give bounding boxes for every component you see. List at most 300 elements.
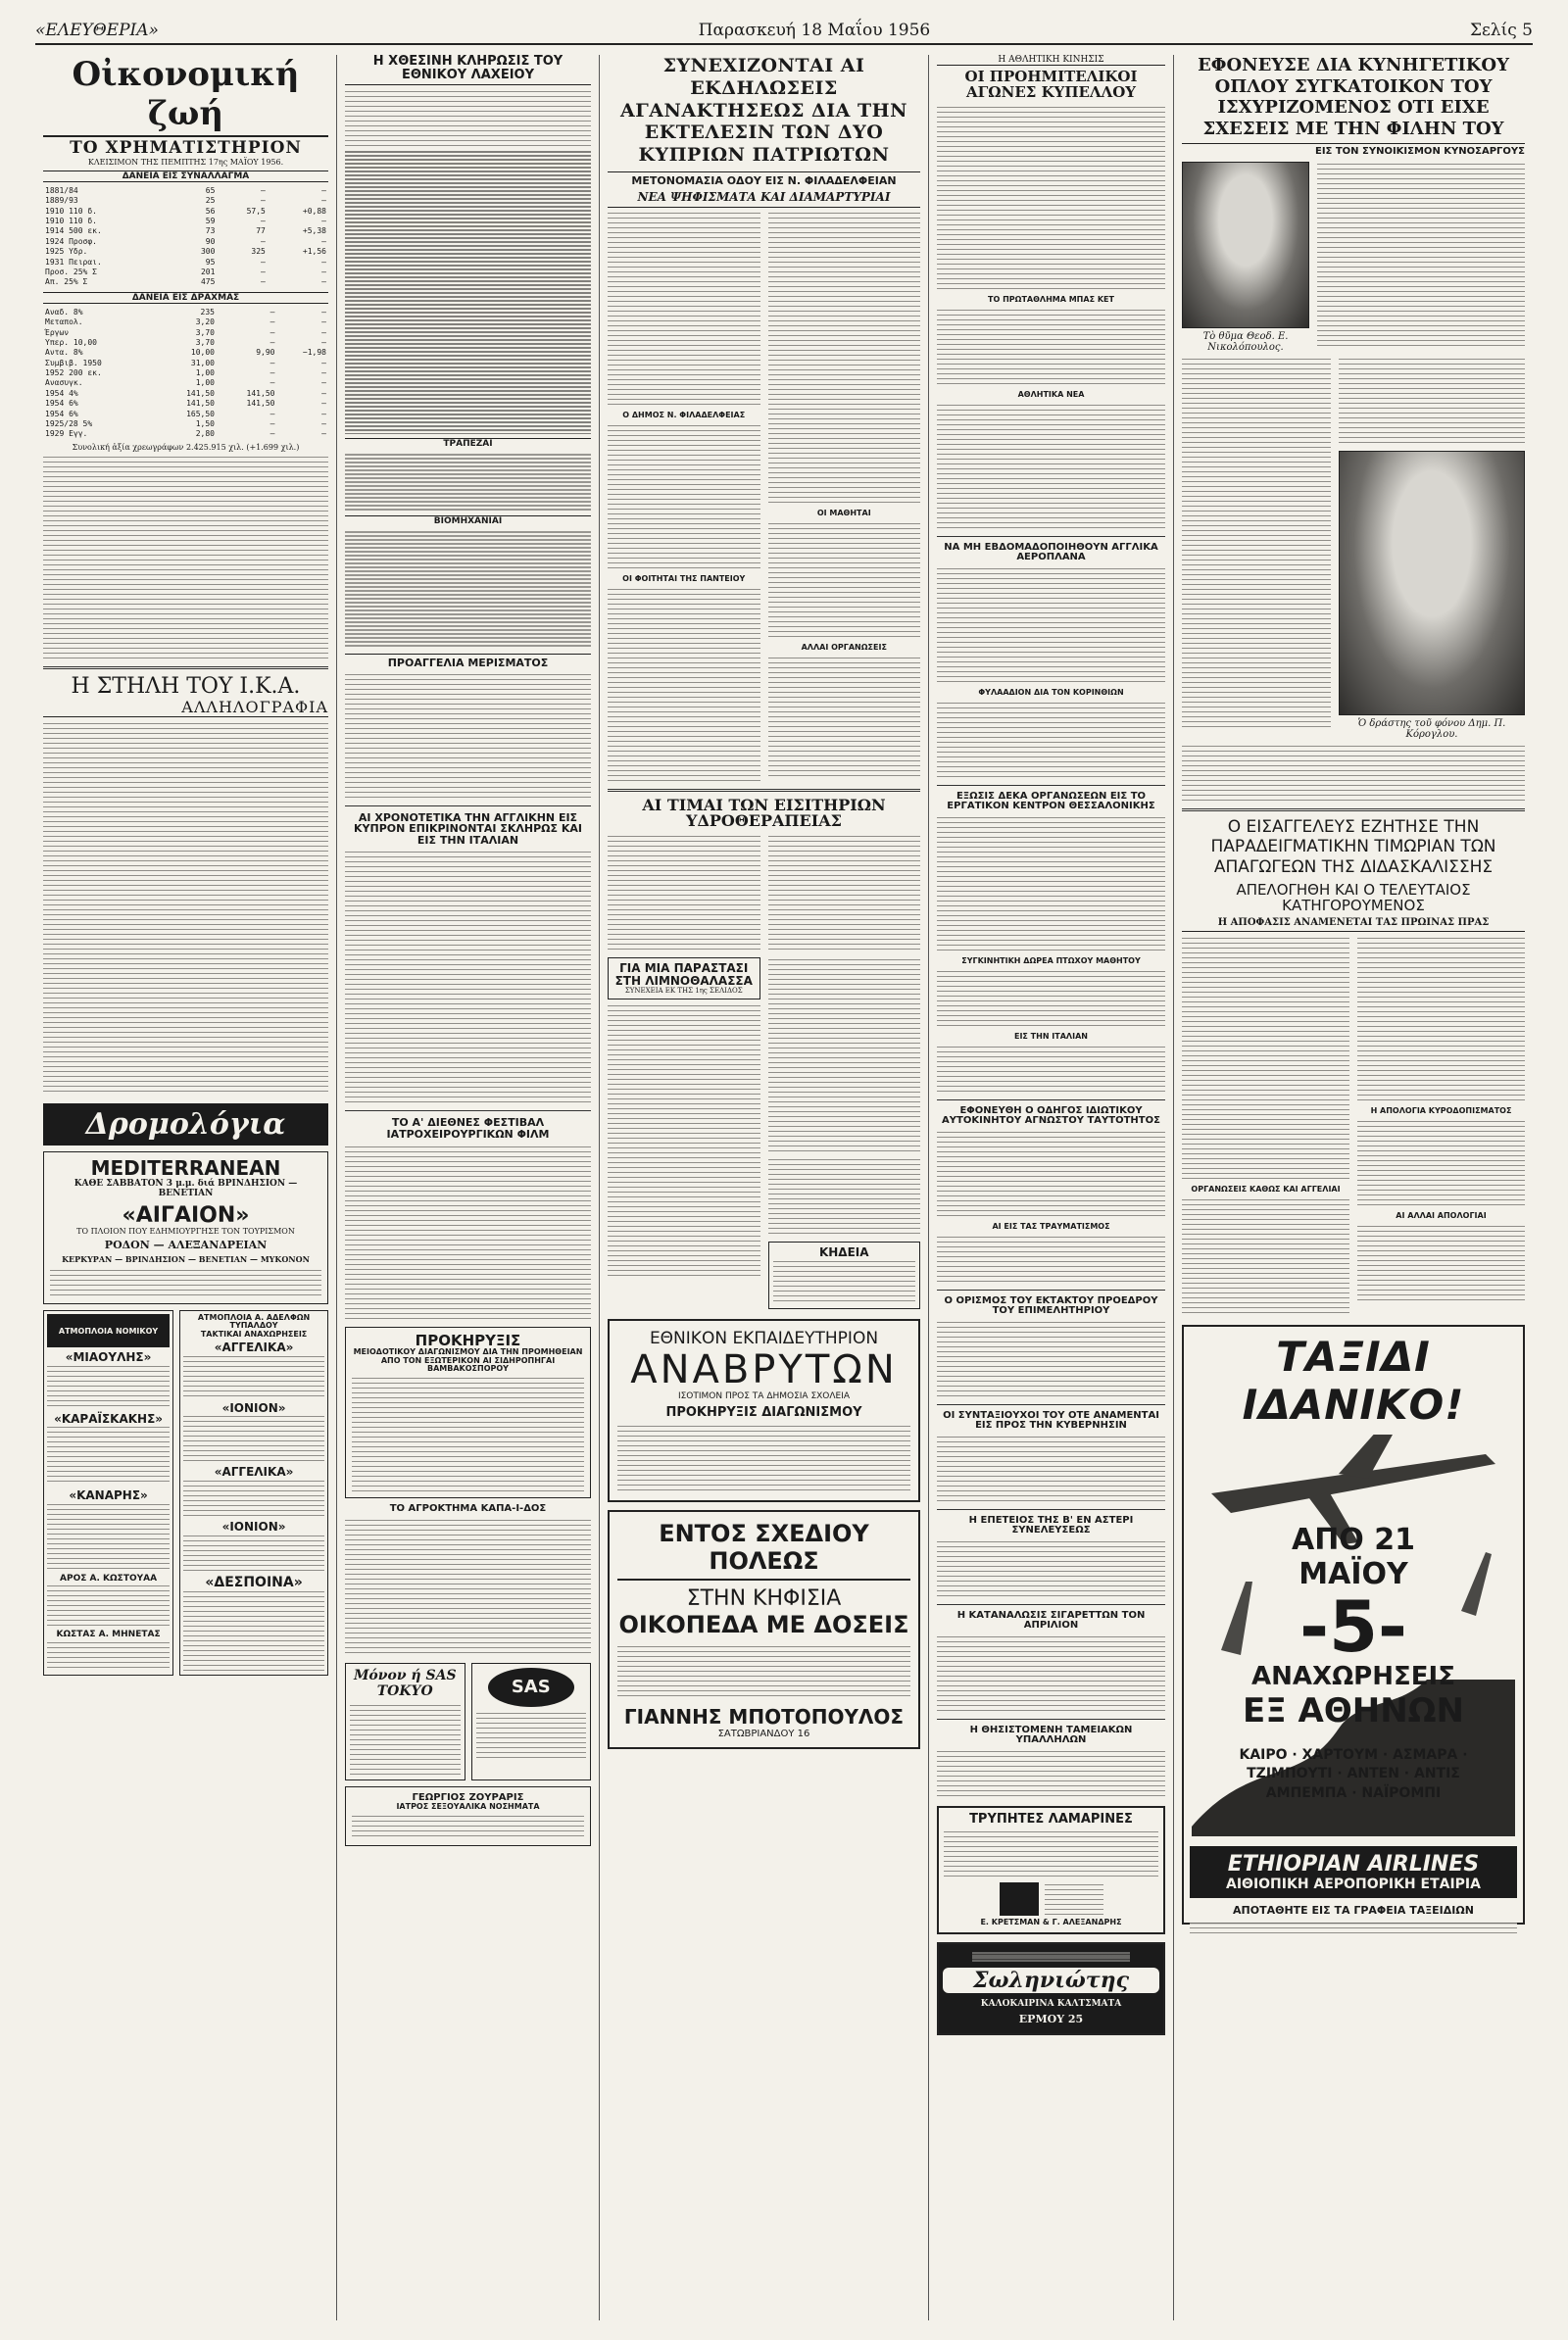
loans-foreign-cell: 73	[205, 226, 216, 236]
loans-drachma-cell: 141,50	[186, 388, 215, 398]
loans-drachma-cell: —	[270, 317, 275, 327]
italy-body	[937, 1045, 1165, 1094]
loans-foreign-row	[43, 277, 328, 287]
loans-foreign-cell: —	[261, 277, 266, 287]
kidnapping-right-1	[1357, 936, 1525, 1102]
driver-killed-headline: ΕΦΟΝΕΥΘΗ Ο ΟΔΗΓΟΣ ΙΔΙΩΤΙΚΟΥ ΑΥΤΟΚΙΝΗΤΟΥ ΑΓΝΩΣΤΟΥ ΤΑΥΤΟΤΗΤΟΣ	[942, 1104, 1160, 1126]
loans-foreign-cell: 90	[205, 236, 216, 246]
anniversary-headline: Η ΕΠΕΤΕΙΟΣ ΤΗΣ Β' ΕΝ ΑΣΤΕΡΙ ΣΥΝΕΛΕΥΣΕΩΣ	[968, 1514, 1134, 1536]
ad-from-date: ΑΠΟ 21 ΜΑΪΟΥ	[1291, 1522, 1416, 1591]
miaoulis-details	[47, 1364, 170, 1409]
sas-details	[476, 1711, 587, 1760]
economy-body-text	[43, 455, 328, 660]
loans-foreign-cell: —	[321, 257, 326, 267]
sas-logo	[488, 1668, 575, 1707]
leaflet-subhead: ΦΥΛΑΑΔΙΟΝ ΔΙΑ ΤΟΝ ΚΟΡΙΝΘΙΩΝ	[978, 687, 1124, 697]
injuries-body	[937, 1235, 1165, 1284]
cyprus-main-headline: ΣΥΝΕΧΙΖΟΝΤΑΙ ΑΙ ΕΚΔΗΛΩΣΕΙΣ ΑΓΑΝΑΚΤΗΣΕΩΣ ΔΙΑ ΤΗΝ ΕΚΤΕΛΕΣΙΝ ΤΩΝ ΔΥΟ ΚΥΠΡΙΩΝ ΠΑΤΡΙΩΤΩΝ	[619, 55, 907, 167]
loans-drachma-table	[43, 308, 328, 440]
loans-drachma-row	[43, 410, 328, 419]
ionion-2-details	[183, 1534, 324, 1573]
lagoon-body-right	[768, 957, 921, 1153]
victim-photo	[1182, 162, 1309, 328]
loans-drachma-row	[43, 308, 328, 317]
minetas-details	[47, 1640, 170, 1670]
folio-bar	[35, 20, 1533, 45]
leaflet-body	[937, 701, 1165, 779]
film-festival-body	[345, 1145, 591, 1321]
loans-foreign-cell: 77	[256, 226, 266, 236]
loans-foreign-cell: 325	[251, 247, 266, 257]
loans-drachma-cell: —	[321, 399, 326, 409]
sports-news-subhead: ΑΘΛΗΤΙΚΑ ΝΕΑ	[1017, 389, 1085, 399]
loans-foreign-cell: —	[261, 257, 266, 267]
perforated-logo	[1000, 1882, 1039, 1916]
ship-aigaion-text: ΤΟ ΠΛΟΙΟΝ ΠΟΥ ΕΔΗΜΙΟΥΡΓΗΣΕ ΤΟΝ ΤΟΥΡΙΣΜΟΝ	[76, 1227, 295, 1237]
lagoon-left	[608, 957, 760, 1309]
airline-banner	[1190, 1846, 1517, 1898]
ote-pensioners-body	[937, 1435, 1165, 1503]
hunting-rifle-body-3	[1339, 357, 1525, 445]
loans-foreign-cell: —	[321, 236, 326, 246]
labour-center-body	[937, 815, 1165, 952]
loans-foreign-cell: —	[261, 236, 266, 246]
loans-foreign-cell: 57,5	[246, 206, 266, 216]
ad-stockings	[937, 1942, 1165, 2035]
doctor-details	[352, 1814, 584, 1839]
perforated-body	[944, 1829, 1158, 1878]
lagoon-right	[768, 957, 921, 1309]
despoina-details	[183, 1589, 324, 1672]
loans-drachma-cell: 1929 Εγγ.	[45, 429, 88, 439]
loans-foreign-cell: —	[321, 185, 326, 195]
anavryta-body	[617, 1424, 910, 1492]
issue-date: Παρασκευή 18 Μαΐου 1956	[698, 20, 931, 40]
loans-drachma-cell: 1925/28 5%	[45, 419, 93, 429]
loans-drachma-cell: Υπερ. 10,00	[45, 337, 97, 347]
ship-ionion: «ΙΟΝΙΟΝ»	[221, 1400, 286, 1415]
ad-perforated-sheets	[937, 1806, 1165, 1934]
loans-drachma-cell: —	[321, 337, 326, 347]
kidnapping-right-3	[1357, 1224, 1525, 1302]
columns	[35, 55, 1533, 2320]
aircraft-headline: ΝΑ ΜΗ ΕΒΔΟΜΑΔΟΠΟΙΗΘΟΥΝ ΑΓΓΛΙΚΑ ΑΕΡΟΠΛΑΝΑ	[944, 541, 1158, 562]
lottery-headline: Η ΧΘΕΣΙΝΗ ΚΛΗΡΩΣΙΣ ΤΟΥ ΕΘΝΙΚΟΥ ΛΑΧΕΙΟΥ	[345, 55, 591, 85]
perpetrator-caption: Ὁ δράστης τοῦ φόνου Δημ. Π. Κόρογλου.	[1357, 717, 1506, 740]
ad-destinations: ΚΑΙΡΟ · ΧΑΡΤΟΥΜ · ΑΣΜΑΡΑ · ΤΖΙΜΠΟΥΤΙ · ΑΝΤΕΝ · ΑΝΤΙΣ ΑΜΠΕΜΠΑ · ΝΑΪΡΟΜΠΙ	[1239, 1746, 1468, 1801]
ship-kanaris: «ΚΑΝΑΡΗΣ»	[69, 1488, 148, 1503]
loans-drachma-cell: —	[270, 368, 275, 378]
loans-drachma-row	[43, 389, 328, 399]
loans-drachma-cell: 3,20	[195, 317, 215, 327]
ship-aigaion-route2: ΚΕΡΚΥΡΑΝ — ΒΡΙΝΔΗΣΙΟΝ — ΒΕΝΕΤΙΑΝ — ΜΥΚΟΝΟΝ	[62, 1254, 310, 1265]
airline-address	[1190, 1921, 1517, 1934]
lagoon-subhead: ΣΥΝΕΧΕΙΑ ΕΚ ΤΗΣ 1ης ΣΕΛΙΔΟΣ	[624, 987, 743, 996]
industries-head: ΒΙΟΜΗΧΑΝΙΑΙ	[345, 515, 591, 526]
loans-drachma-cell: —	[270, 327, 275, 337]
loans-foreign-cell: 475	[200, 277, 216, 287]
loans-drachma-row	[43, 368, 328, 378]
hydrotherapy-body-right	[768, 834, 921, 951]
agent-kostouias: ΑΡΟΣ Α. ΚΩΣΤΟΥΑΑ	[60, 1573, 158, 1584]
loans-foreign-cell: —	[321, 196, 326, 206]
economy-section-title: Οἰκονομική ζωή	[43, 55, 328, 137]
ship-karaiskakis: «ΚΑΡΑΪΣΚΑΚΗΣ»	[54, 1411, 164, 1426]
ship-aigaion: «ΑΙΓΑΙΟΝ»	[122, 1202, 250, 1228]
sports-news-body	[937, 403, 1165, 530]
stock-exchange-subtitle: ΚΛΕΙΣΙΜΟΝ ΤΗΣ ΠΕΜΠΤΗΣ 17ης ΜΑΪΟΥ 1956.	[87, 157, 284, 167]
funeral-notice	[768, 1242, 921, 1309]
farm-headline: ΤΟ ΑΓΡΟΚΤΗΜΑ ΚΑΠΑ-Ι-ΔΟΣ	[389, 1503, 547, 1515]
ad-ethiopian-airlines	[1182, 1325, 1525, 1925]
kidnapping-left-2	[1182, 1197, 1349, 1315]
ad-illustration	[1190, 1435, 1517, 1836]
loans-drachma-cell: 165,50	[186, 409, 215, 418]
kidnapping-body	[1182, 936, 1525, 1315]
subhead-nfiladelfeia: Ο ΔΗΜΟΣ Ν. ΦΙΛΑΔΕΛΦΕΙΑΣ	[622, 410, 746, 419]
ad-anavryta-school	[608, 1319, 920, 1502]
kifisia-line2: ΟΙΚΟΠΕΔΑ ΜΕ ΔΟΣΕΙΣ	[618, 1610, 909, 1638]
donation-subhead: ΣΥΓΚΙΝΗΤΙΚΗ ΔΩΡΕΑ ΠΤΩΧΟΥ ΜΑΘΗΤΟΥ	[961, 955, 1141, 965]
angelika-2-details	[183, 1479, 324, 1518]
loans-foreign-cell: 59	[205, 217, 216, 226]
ship-angelika: «ΑΓΓΕΛΙΚΑ»	[214, 1341, 294, 1355]
cyprus-body-left-1	[608, 211, 760, 407]
loans-drachma-row	[43, 348, 328, 358]
loans-foreign-cell: Απ. 25% Σ	[45, 277, 88, 287]
loans-drachma-cell: Συμβιβ. 1950	[45, 358, 102, 367]
loans-drachma-row	[43, 419, 328, 429]
sas-logo-text: SAS	[511, 1677, 551, 1698]
loans-drachma-cell: —	[321, 378, 326, 388]
loans-foreign-cell: —	[261, 185, 266, 195]
anavryta-name: ΑΝΑΒΡΥΤΩΝ	[630, 1346, 898, 1392]
kanaris-details	[47, 1502, 170, 1571]
loans-drachma-row	[43, 338, 328, 348]
aircraft-body	[937, 566, 1165, 684]
ad-mediterranean	[43, 1151, 328, 1304]
ship-mediterranean-text: ΚΑΘΕ ΣΑΒΒΑΤΟΝ 3 μ.μ. διά ΒΡΙΝΔΗΣΙΟΝ — ΒΕΝΕΤΙΑΝ	[74, 1178, 298, 1198]
masthead-name: «ΕΛΕΥΘΕΡΙΑ»	[35, 20, 159, 40]
loans-foreign-row	[43, 237, 328, 247]
agent-minetas: ΚΩΣΤΑΣ Α. ΜΗΝΕΤΑΣ	[56, 1630, 161, 1640]
treasury-staff-headline: Η ΘΗΣΙΣΤΟΜΕΝΗ ΤΑΜΕΙΑΚΩΝ ΥΠΑΛΛΗΛΩΝ	[969, 1724, 1133, 1745]
perforated-title: ΤΡΥΠΗΤΕΣ ΛΑΜΑΡΙΝΕΣ	[969, 1811, 1133, 1827]
victim-block	[1182, 162, 1525, 353]
loans-drachma-cell: —	[321, 429, 326, 439]
cigarettes-headline: Η ΚΑΤΑΝΑΛΩΣΙΣ ΣΙΓΑΡΕΤΤΩΝ ΤΟΝ ΑΠΡΙΛΙΟΝ	[956, 1609, 1146, 1631]
typaldou-name: ΑΤΜΟΠΛΟΙΑ Α. ΑΔΕΛΦΩΝ ΤΥΠΑΛΔΟΥ	[197, 1313, 311, 1331]
banks-table	[345, 453, 591, 512]
loans-drachma-cell: 10,00	[190, 348, 215, 358]
cyprus-body-left-3	[608, 587, 760, 783]
loans-drachma-head: ΔΑΝΕΙΑ ΕΙΣ ΔΡΑΧΜΑΣ	[43, 292, 328, 304]
ship-despoina: «ΔΕΣΠΟΙΝΑ»	[205, 1574, 303, 1590]
farm-body	[345, 1518, 591, 1655]
cyprus-body-right-1	[768, 211, 921, 505]
hydrotherapy-body-left	[608, 834, 760, 951]
loans-foreign-head: ΔΑΝΕΙΑ ΕΙΣ ΣΥΝΑΛΛΑΓΜΑ	[43, 171, 328, 182]
cyprus-subhead: ΜΕΤΟΝΟΜΑΣΙΑ ΟΔΟΥ ΕΙΣ Ν. ΦΙΛΑΔΕΛΦΕΙΑΝ	[608, 171, 920, 187]
loans-foreign-cell: 1910 110 δ.	[45, 217, 97, 226]
funeral-body	[773, 1259, 916, 1304]
dividend-body	[345, 672, 591, 800]
ad-text-block	[1239, 1523, 1468, 1804]
kidnapping-right-2	[1357, 1119, 1525, 1207]
nomikos-logo	[47, 1314, 170, 1347]
loans-drachma-cell: —	[270, 358, 275, 367]
angelika-details	[183, 1354, 324, 1399]
perforated-logo-text	[1045, 1882, 1103, 1916]
loans-foreign-cell: +0,88	[302, 206, 326, 216]
kidnapping-subhead-2: Η ΑΠΟΦΑΣΙΣ ΑΝΑΜΕΝΕΤΑΙ ΤΑΣ ΠΡΩΙΝΑΣ ΠΡΑΣ	[1182, 917, 1525, 932]
loans-foreign-cell: 1910 110 δ.	[45, 206, 97, 216]
hunting-rifle-body-4	[1182, 744, 1525, 803]
loans-drachma-cell: —	[270, 419, 275, 429]
lagoon-headline-box	[608, 957, 760, 999]
airline-footer: ΑΠΟΤΑΘΗΤΕ ΕΙΣ ΤΑ ΓΡΑΦΕΙΑ ΤΑΞΕΙΔΙΩΝ	[1233, 1903, 1474, 1917]
lagoon-headline: ΓΙΑ ΜΙΑ ΠΑΡΑΣΤΑΣΙ ΣΤΗ ΛΙΜΝΟΘΑΛΑΣΣΑ	[614, 961, 753, 988]
cyprus-italy-headline: ΑΙ ΧΡΟΝΟΤΕΤΙΚΑ ΤΗΝ ΑΓΓΛΙΚΗΝ ΕΙΣ ΚΥΠΡΟΝ ΕΠΙΚΡΙΝΟΝΤΑΙ ΣΚΛΗΡΩΣ ΚΑΙ ΕΙΣ ΤΗΝ ΙΤΑΛΙΑΝ	[354, 810, 582, 847]
loans-drachma-cell: 235	[200, 307, 215, 317]
loans-foreign-row	[43, 186, 328, 196]
loans-drachma-cell: —	[321, 409, 326, 418]
kifisia-body	[617, 1644, 910, 1699]
loans-foreign-cell: —	[321, 217, 326, 226]
column-crime	[1174, 55, 1533, 2320]
hunting-rifle-body-2	[1182, 357, 1331, 729]
kidnapping-headline: Ο ΕΙΣΑΓΓΕΛΕΥΣ ΕΖΗΤΗΣΕ ΤΗΝ ΠΑΡΑΔΕΙΓΜΑΤΙΚΗΝ ΤΙΜΩΡΙΑΝ ΤΩΝ ΑΠΑΓΩΓΕΩΝ ΤΗΣ ΔΙΔΑΣΚΑΛΙΣΣΗΣ	[1210, 816, 1496, 877]
loans-foreign-cell: 1925 Υδρ.	[45, 247, 88, 257]
loans-foreign-cell: 65	[205, 185, 216, 195]
loans-drachma-cell: 3,70	[195, 327, 215, 337]
kifisia-agent: ΓΙΑΝΝΗΣ ΜΠΟΤΟΠΟΥΛΟΣ	[623, 1704, 905, 1729]
ika-column-title: Η ΣΤΗΛΗ ΤΟΥ Ι.Κ.Α.	[71, 673, 301, 699]
loans-foreign-row	[43, 207, 328, 217]
loans-drachma-row	[43, 328, 328, 338]
cyprus-body-right-3	[768, 656, 921, 777]
ship-angelika-2: «ΑΓΓΕΛΙΚΑ»	[214, 1465, 294, 1480]
kifisia-line1: ΣΤΗΝ ΚΗΦΙΣΙΑ	[686, 1585, 842, 1611]
tender-body	[352, 1376, 584, 1491]
stock-exchange-title: ΤΟ ΧΡΗΜΑΤΙΣΤΗΡΙΟΝ	[70, 138, 302, 158]
ionion-details	[183, 1414, 324, 1463]
labour-center-headline: ΕΞΩΣΙΣ ΔΕΚΑ ΟΡΓΑΝΩΣΕΩΝ ΕΙΣ ΤΟ ΕΡΓΑΤΙΚΟΝ ΚΕΝΤΡΟΝ ΘΕΣΣΑΛΟΝΙΚΗΣ	[947, 790, 1155, 811]
victim-photo-wrap	[1182, 162, 1309, 353]
loans-foreign-cell: +1,56	[302, 247, 326, 257]
loans-drachma-cell: —	[270, 429, 275, 439]
column-cyprus	[600, 55, 929, 2320]
loans-drachma-cell: −1,98	[302, 348, 326, 358]
loans-foreign-cell: —	[261, 196, 266, 206]
loans-drachma-cell: 1954 4%	[45, 388, 78, 398]
ad-typaldou	[179, 1310, 328, 1676]
ote-pensioners-headline: ΟΙ ΣΥΝΤΑΞΙΟΥΧΟΙ ΤΟΥ ΟΤΕ ΑΝΑΜΕΝΤΑΙ ΕΙΣ ΠΡΟΣ ΤΗΝ ΚΥΒΕΡΝΗΣΙΝ	[943, 1409, 1159, 1431]
kidnapping-subhead-right: Η ΑΠΟΛΟΓΙΑ ΚΥΡΟΔΟΠΙΣΜΑΤΟΣ	[1370, 1105, 1512, 1115]
loans-foreign-row	[43, 217, 328, 226]
loans-foreign-cell: +5,38	[302, 226, 326, 236]
perpetrator-block	[1182, 357, 1525, 740]
typaldou-sub: ΤΑΚΤΙΚΑΙ ΑΝΑΧΩΡΗΣΕΙΣ	[200, 1329, 308, 1339]
anavryta-sub: ΙΣΟΤΙΜΟΝ ΠΡΟΣ ΤΑ ΔΗΜΟΣΙΑ ΣΧΟΛΕΙΑ	[677, 1390, 851, 1401]
schedules-title: Δρομολόγια	[43, 1103, 328, 1146]
anavryta-sub2: ΠΡΟΚΗΡΥΞΙΣ ΔΙΑΓΩΝΙΣΜΟΥ	[665, 1404, 862, 1420]
perpetrator-photo	[1339, 451, 1525, 715]
loans-drachma-cell: —	[321, 419, 326, 429]
hunting-rifle-body-1	[1317, 162, 1525, 348]
cyprus-body-right	[768, 211, 921, 783]
loans-foreign-cell: 95	[205, 257, 216, 267]
ad-departures-count: -5-	[1299, 1584, 1407, 1668]
loans-drachma-row	[43, 429, 328, 439]
stockings-address: ΕΡΜΟΥ 25	[1018, 2012, 1084, 2025]
subhead-other-orgs: ΑΛΛΑΙ ΟΡΓΑΝΩΣΕΙΣ	[801, 642, 887, 652]
loans-drachma-cell: 141,50	[186, 399, 215, 409]
ika-subtitle: ΑΛΛΗΛΟΓΡΑΦΙΑ	[43, 698, 328, 717]
banks-head: ΤΡΑΠΕΖΑΙ	[345, 438, 591, 449]
kidnapping-subhead-left: ΟΡΓΑΝΩΣΕΙΣ ΚΑΘΩΣ ΚΑΙ ΑΓΓΕΛΙΑΙ	[1191, 1184, 1341, 1194]
stockings-top	[972, 1952, 1130, 1962]
hunting-rifle-subhead: ΕΙΣ ΤΟΝ ΣΥΝΟΙΚΙΣΜΟΝ ΚΥΝΟΣΑΡΓΟΥΣ	[1314, 146, 1525, 158]
hydrotherapy-body	[608, 834, 920, 951]
loans-drachma-cell: Αντα. 8%	[45, 348, 83, 358]
kostouias-details	[47, 1584, 170, 1627]
loans-foreign-cell: 201	[200, 267, 216, 276]
cyprus-body-left-2	[608, 423, 760, 570]
column-sports	[929, 55, 1174, 2320]
kidnapping-body-left	[1182, 936, 1349, 1315]
loans-foreign-cell: 1881/84	[45, 185, 78, 195]
loans-foreign-cell: Προσ. 25% Σ	[45, 267, 97, 276]
loans-drachma-cell: 31,00	[190, 358, 215, 367]
hydrotherapy-headline: ΑΙ ΤΙΜΑΙ ΤΩΝ ΕΙΣΙΤΗΡΙΩΝ ΥΔΡΟΘΕΡΑΠΕΙΑΣ	[642, 795, 886, 831]
anniversary-body	[937, 1539, 1165, 1598]
loans-drachma-cell: —	[270, 378, 275, 388]
karaiskakis-details	[47, 1425, 170, 1486]
loans-foreign-cell: 300	[200, 247, 216, 257]
sports-kicker: Η ΑΘΛΗΤΙΚΗ ΚΙΝΗΣΙΣ	[937, 55, 1165, 66]
ad-mediterranean-details	[50, 1268, 321, 1297]
tender-subtitle: ΜΕΙΟΔΟΤΙΚΟΥ ΔΙΑΓΩΝΙΣΜΟΥ ΔΙΑ ΤΗΝ ΠΡΟΜΗΘΕΙΑΝ ΑΠΟ ΤΟΝ ΕΞΩΤΕΡΙΚΟΝ ΑΙ ΣΙΔΗΡΟΠΗΓΑΙ ΒΑΜΒΑΚΟΣΠΟΡΟΥ	[353, 1347, 583, 1374]
cyprus-body-columns	[608, 211, 920, 783]
funeral-title: ΚΗΔΕΙΑ	[818, 1245, 869, 1260]
italy-subhead: ΕΙΣ ΤΗΝ ΙΤΑΛΙΑΝ	[1013, 1031, 1088, 1041]
loans-drachma-cell: —	[321, 307, 326, 317]
cyprus-subhead-2: ΝΕΑ ΨΗΦΙΣΜΑΤΑ ΚΑΙ ΔΙΑΜΑΡΤΥΡΙΑΙ	[608, 190, 920, 208]
loans-foreign-cell: —	[321, 267, 326, 276]
loans-foreign-cell: 1931 Πειραι.	[45, 257, 102, 267]
loans-foreign-cell: 1914 500 εκ.	[45, 226, 102, 236]
loans-drachma-cell: Ανασυγκ.	[45, 378, 83, 388]
loans-drachma-row	[43, 359, 328, 368]
ship-aigaion-route: ΡΟΔΟΝ — ΑΛΕΞΑΝΔΡΕΙΑΝ	[104, 1239, 268, 1252]
cyprus-body-left	[608, 211, 760, 783]
sas-tokyo-details	[350, 1703, 461, 1776]
loans-drachma-row	[43, 399, 328, 409]
loans-drachma-cell: —	[270, 307, 275, 317]
loans-drachma-cell: 141,50	[246, 399, 275, 409]
ad-doctor	[345, 1786, 591, 1846]
loans-foreign-table	[43, 186, 328, 288]
lagoon-body-right-2	[768, 1157, 921, 1236]
stockings-sub: ΚΑΛΟΚΑΙΡΙΝΑ ΚΑΛΤΣΜΑΤΑ	[980, 1998, 1122, 2009]
loans-drachma-cell: —	[321, 327, 326, 337]
loans-drachma-cell: Έργων	[45, 327, 70, 337]
ad-from-athens: ΕΞ ΑΘΗΝΩΝ	[1242, 1690, 1465, 1731]
cyprus-italy-body	[345, 850, 591, 1104]
doctor-name: ΓΕΩΡΓΙΟΣ ΖΟΥΡΑΡΙΣ	[412, 1791, 524, 1803]
perpetrator-photo-wrap	[1339, 357, 1525, 740]
hunting-rifle-headline: ΕΦΟΝΕΥΣΕ ΔΙΑ ΚΥΝΗΓΕΤΙΚΟΥ ΟΠΛΟΥ ΣΥΓΚΑΤΟΙΚΟΝ ΤΟΥ ΙΣΧΥΡΙΖΟΜΕΝΟΣ ΟΤΙ ΕΙΧΕ ΣΧΕΣΕΙΣ ΜΕ ΤΗΝ ΦΙΛΗΝ ΤΟΥ	[1182, 55, 1525, 144]
dividend-headline: ΠΡΟΑΓΓΕΛΙΑ ΜΕΡΙΣΜΑΤΟΣ	[345, 654, 591, 669]
loans-drachma-cell: —	[321, 388, 326, 398]
ad-departures-word: ΑΝΑΧΩΡΗΣΕΙΣ	[1251, 1661, 1455, 1691]
loans-drachma-cell: Μεταπολ.	[45, 317, 83, 327]
loans-foreign-row	[43, 226, 328, 236]
lagoon-section	[608, 957, 920, 1309]
kidnapping-body-right	[1357, 936, 1525, 1315]
loans-foreign-row	[43, 268, 328, 277]
ship-miaoulis: «ΜΙΑΟΥΛΗΣ»	[65, 1350, 152, 1365]
loans-drachma-cell: 2,80	[195, 429, 215, 439]
loans-drachma-cell: —	[270, 337, 275, 347]
ad-kifisia-plots	[608, 1510, 920, 1749]
treasury-staff-body	[937, 1749, 1165, 1798]
ad-sas	[471, 1663, 592, 1780]
loans-foreign-cell: —	[261, 217, 266, 226]
ad-ideal-trip: ΤΑΞΙΔΙ ΙΔΑΝΙΚΟ!	[1242, 1332, 1465, 1429]
loans-foreign-row	[43, 247, 328, 257]
stockings-brand: Σωληνιώτης	[943, 1968, 1159, 1993]
turnover-line: Συνολική ἀξία χρεωγράφων 2.425.915 χιλ. (+1.699 χιλ.)	[72, 442, 300, 452]
perforated-company: Ε. ΚΡΕΤΣΜΑΝ & Γ. ΑΛΕΞΑΝΔΡΗΣ	[980, 1918, 1122, 1927]
loans-drachma-cell: —	[321, 358, 326, 367]
cyprus-body-right-2	[768, 521, 921, 639]
ship-ionion-2: «ΙΟΝΙΟΝ»	[221, 1519, 286, 1534]
loans-drachma-cell: 141,50	[246, 388, 275, 398]
doctor-specialty: ΙΑΤΡΟΣ ΣΕΞΟΥΑΛΙΚΑ ΝΟΣΗΜΑΤΑ	[396, 1802, 540, 1812]
injuries-subhead: ΑΙ ΕΙΣ ΤΑΣ ΤΡΑΥΜΑΤΙΣΜΟΣ	[992, 1221, 1110, 1231]
loans-drachma-cell: 1,50	[195, 419, 215, 429]
lottery-intro	[345, 89, 591, 146]
loans-drachma-row	[43, 378, 328, 388]
ad-nomikos-typaldou	[43, 1310, 328, 1676]
airline-subtitle: ΑΙΘΙΟΠΙΚΗ ΑΕΡΟΠΟΡΙΚΗ ΕΤΑΙΡΙΑ	[1226, 1876, 1481, 1892]
loans-foreign-cell: 1889/93	[45, 196, 78, 206]
chamber-body	[937, 1320, 1165, 1398]
loans-drachma-cell: Αναδ. 8%	[45, 307, 83, 317]
loans-foreign-cell: 25	[205, 196, 216, 206]
loans-drachma-cell: 1954 6%	[45, 399, 78, 409]
donation-body	[937, 969, 1165, 1028]
loans-drachma-cell: 1954 6%	[45, 409, 78, 418]
loans-drachma-cell: —	[270, 409, 275, 418]
basketball-subhead: ΤΟ ΠΡΩΤΑΘΛΗΜΑ ΜΠΑΣ ΚΕΤ	[988, 294, 1114, 304]
tender-title: ΠΡΟΚΗΡΥΞΙΣ	[415, 1331, 521, 1349]
kifisia-address: ΣΑΤΩΒΡΙΑΝΔΟΥ 16	[717, 1728, 810, 1739]
cigarettes-body	[937, 1634, 1165, 1713]
loans-foreign-cell: —	[321, 277, 326, 287]
sas-ads	[345, 1663, 591, 1780]
loans-foreign-cell: 1924 Προσφ.	[45, 236, 97, 246]
loans-drachma-cell: 1,00	[195, 378, 215, 388]
film-festival-headline: ΤΟ Α' ΔΙΕΘΝΕΣ ΦΕΣΤΙΒΑΛ ΙΑΤΡΟΧΕΙΡΟΥΡΓΙΚΩΝ ΦΙΛΜ	[386, 1116, 550, 1142]
loans-drachma-row	[43, 317, 328, 327]
page-number: Σελίς 5	[1469, 20, 1533, 40]
loans-drachma-cell: 1952 200 εκ.	[45, 368, 102, 378]
loans-drachma-cell: 1,00	[195, 368, 215, 378]
column-lottery-news	[337, 55, 600, 2320]
